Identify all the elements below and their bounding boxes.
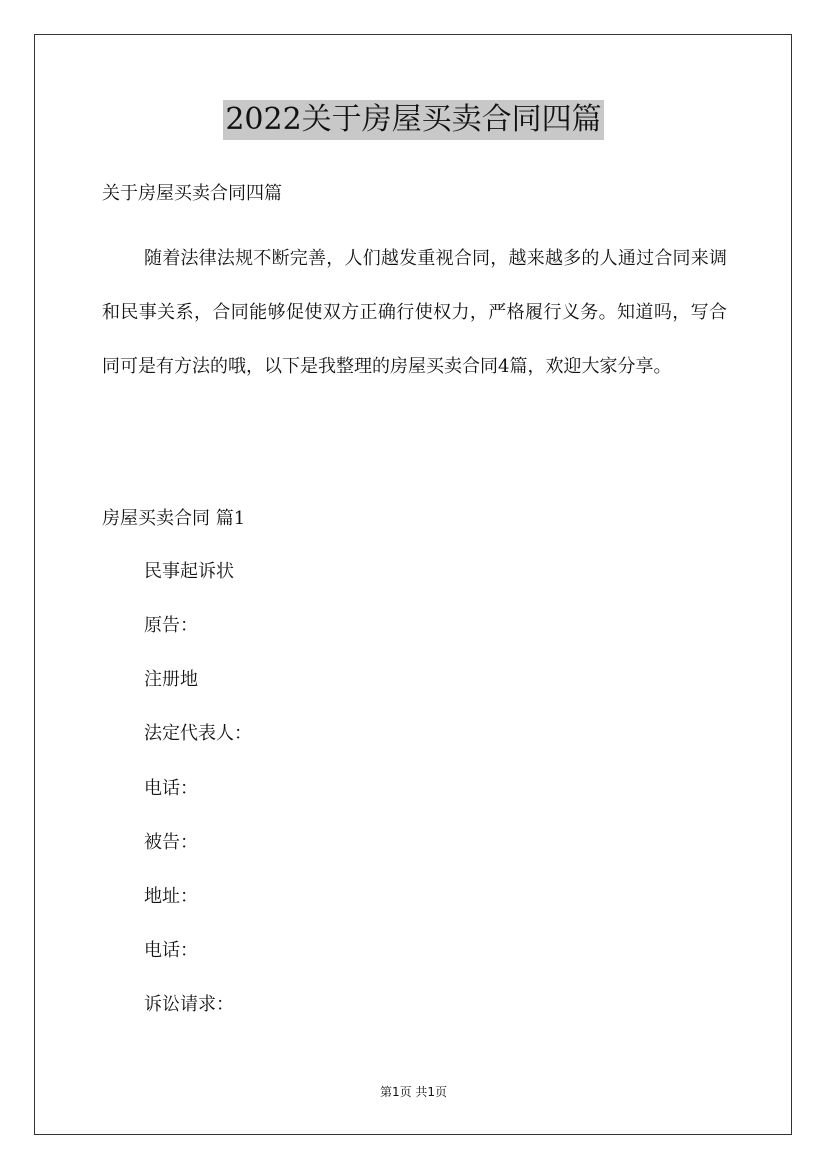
document-subtitle: 关于房屋买卖合同四篇	[102, 183, 282, 204]
title-container	[0, 100, 827, 140]
field-claims: 诉讼请求：	[144, 994, 234, 1015]
intro-paragraph: 随着法律法规不断完善，人们越发重视合同，越来越多的人通过合同来调和民事关系，合同能够促使双方正确行使权力，严格履行义务。知道吗，写合同可是有方法的哦，以下是我整理的房屋买卖合同4篇，欢迎大家分享。	[102, 248, 727, 377]
section-heading: 房屋买卖合同 篇1	[102, 508, 246, 529]
field-defendant-address: 地址：	[144, 886, 198, 907]
field-defendant: 被告：	[144, 832, 198, 853]
field-complaint-title: 民事起诉状	[144, 561, 234, 582]
field-defendant-phone: 电话：	[144, 940, 198, 961]
page-footer: 第1页 共1页	[379, 1085, 448, 1099]
field-legal-representative: 法定代表人：	[144, 723, 252, 744]
document-title: 2022关于房屋买卖合同四篇	[223, 100, 603, 140]
field-registered-address: 注册地	[144, 669, 198, 690]
field-plaintiff-phone: 电话：	[144, 778, 198, 799]
field-plaintiff: 原告：	[144, 615, 198, 636]
